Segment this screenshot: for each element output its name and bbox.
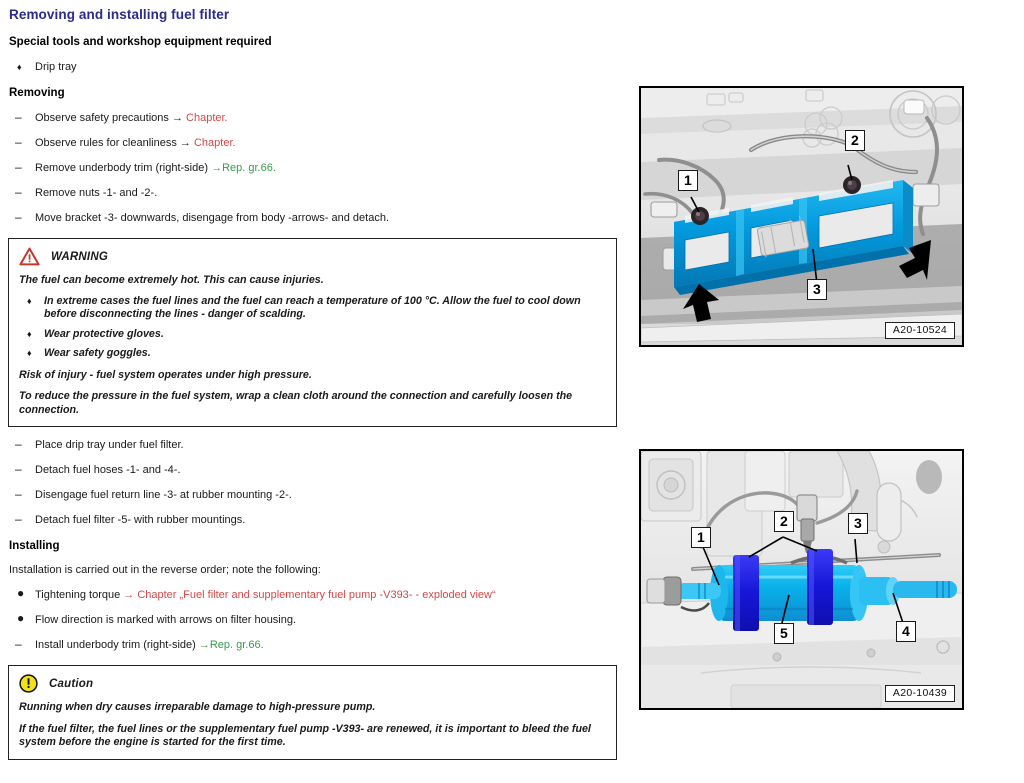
chapter-link[interactable]: Chapter.: [186, 112, 228, 124]
removing-steps-list: [8, 111, 617, 225]
list-item: [8, 488, 617, 502]
list-item: [19, 328, 606, 342]
caution-para-2: If the fuel filter, the fuel lines or the supplementary fuel pump -V393- are renewed, it is important to bleed the fuel system before the engine is started for the first time.: [19, 722, 591, 748]
figure-bracket-illustration: [639, 86, 964, 347]
chapter-link[interactable]: Chapter „Fuel filter and supplementary fuel pump -V393- - exploded view“: [137, 589, 496, 601]
step-text: Flow direction is marked with arrows on filter housing.: [35, 614, 297, 626]
list-item: [8, 136, 617, 150]
step-text: Install underbody trim (right-side): [35, 639, 199, 651]
list-item: [8, 111, 617, 125]
caution-circle-icon: [19, 674, 38, 693]
dash-marker-icon: –: [15, 462, 22, 476]
removing-steps-list-2: [8, 438, 617, 527]
list-item: [8, 211, 617, 225]
warning-triangle-icon: [19, 247, 40, 266]
page-title: Removing and installing fuel filter: [9, 7, 230, 22]
bullet-diamond-icon: ♦: [27, 295, 32, 306]
list-item: [8, 60, 617, 74]
caution-para-1: Running when dry causes irreparable damage to high-pressure pump.: [19, 701, 376, 713]
bullet-diamond-icon: ♦: [17, 62, 22, 72]
warning-bullet-text: Wear safety goggles.: [44, 347, 151, 359]
dash-marker-icon: –: [15, 160, 22, 174]
chapter-link[interactable]: Chapter.: [193, 137, 236, 149]
list-item: [8, 588, 617, 602]
callout-2: 2: [774, 511, 794, 532]
step-text: Detach fuel hoses -1- and -4-.: [35, 464, 181, 476]
repair-group-link[interactable]: Rep. gr.66.: [222, 162, 276, 174]
list-item: [8, 438, 617, 452]
dash-marker-icon: –: [15, 210, 22, 224]
callout-2: 2: [845, 130, 865, 151]
step-text: Observe rules for cleanliness: [35, 137, 180, 149]
warning-para-3: To reduce the pressure in the fuel system, wrap a clean cloth around the connection and carefully loosen the connection.: [19, 390, 573, 416]
list-item: [8, 463, 617, 477]
warning-bullets: [19, 295, 606, 361]
removing-heading: Removing: [9, 87, 65, 99]
dash-marker-icon: –: [15, 110, 22, 124]
step-text: Move bracket -3- downwards, disengage from body -arrows- and detach.: [35, 212, 390, 224]
bullet-diamond-icon: ♦: [27, 348, 32, 358]
callout-4: 4: [896, 621, 916, 642]
figure-1-graphic: [641, 88, 962, 345]
step-text: Place drip tray under fuel filter.: [35, 439, 184, 451]
callout-1: 1: [678, 170, 698, 191]
step-text: Tightening torque: [35, 589, 124, 601]
figure-fuel-filter-illustration: [639, 449, 964, 710]
installing-steps-list: [8, 588, 617, 652]
list-item: [19, 347, 606, 361]
figure-2-caption: A20-10439: [885, 685, 955, 702]
step-text: Remove nuts -1- and -2-.: [35, 187, 158, 199]
warning-title: WARNING: [51, 250, 108, 263]
bullet-round-icon: ●: [17, 586, 25, 600]
arrow-glyph-icon: →: [123, 589, 138, 601]
figure-1-caption: A20-10524: [885, 322, 955, 339]
dash-marker-icon: –: [15, 487, 22, 501]
warning-para-2: Risk of injury - fuel system operates under high pressure.: [19, 368, 312, 381]
list-item: [19, 295, 606, 322]
callout-5: 5: [774, 623, 794, 644]
installing-intro: Installation is carried out in the reverse order; note the following:: [9, 564, 321, 576]
installing-heading: Installing: [9, 540, 60, 552]
figure-2-graphic: [641, 451, 962, 708]
list-item-label: Drip tray: [35, 61, 77, 73]
dash-marker-icon: –: [15, 185, 22, 199]
callout-3: 3: [807, 279, 827, 300]
list-item: [8, 513, 617, 527]
warning-bullet-text: Wear protective gloves.: [44, 327, 164, 340]
dash-marker-icon: –: [15, 637, 22, 651]
repair-group-link[interactable]: Rep. gr.66.: [209, 639, 264, 651]
caution-box-header: [19, 674, 606, 693]
warning-box-header: [19, 247, 606, 266]
dash-marker-icon: –: [15, 437, 22, 451]
arrow-glyph-icon: →: [198, 639, 210, 651]
step-text: Detach fuel filter -5- with rubber mountings.: [35, 514, 246, 526]
step-text: Observe safety precautions: [35, 112, 172, 124]
nut-1-graphic: [691, 207, 709, 225]
arrow-glyph-icon: →: [179, 137, 194, 149]
bullet-round-icon: ●: [17, 611, 25, 625]
callout-3: 3: [848, 513, 868, 534]
special-tools-heading: Special tools and workshop equipment required: [9, 36, 272, 48]
arrow-glyph-icon: →: [171, 112, 187, 124]
list-item: [8, 638, 617, 652]
warning-bullet-text: In extreme cases the fuel lines and the fuel can reach a temperature of 100 °C. Allow the fuel to cool down before disconnecting the lines - danger of scalding.: [44, 294, 581, 320]
list-item: [8, 161, 617, 175]
list-item: [8, 186, 617, 200]
list-item: [8, 613, 617, 627]
warning-intro: The fuel can become extremely hot. This can cause injuries.: [19, 274, 324, 286]
arrow-glyph-icon: →: [211, 162, 223, 174]
caution-box: [8, 665, 617, 760]
dash-marker-icon: –: [15, 512, 22, 526]
bullet-diamond-icon: ♦: [27, 328, 32, 339]
step-text: Remove underbody trim (right-side): [35, 162, 212, 174]
special-tools-list: [8, 60, 617, 74]
dash-marker-icon: –: [15, 135, 22, 149]
callout-1: 1: [691, 527, 711, 548]
step-text: Disengage fuel return line -3- at rubber mounting -2-.: [35, 489, 292, 501]
caution-title: Caution: [49, 677, 94, 690]
warning-box: [8, 238, 617, 427]
